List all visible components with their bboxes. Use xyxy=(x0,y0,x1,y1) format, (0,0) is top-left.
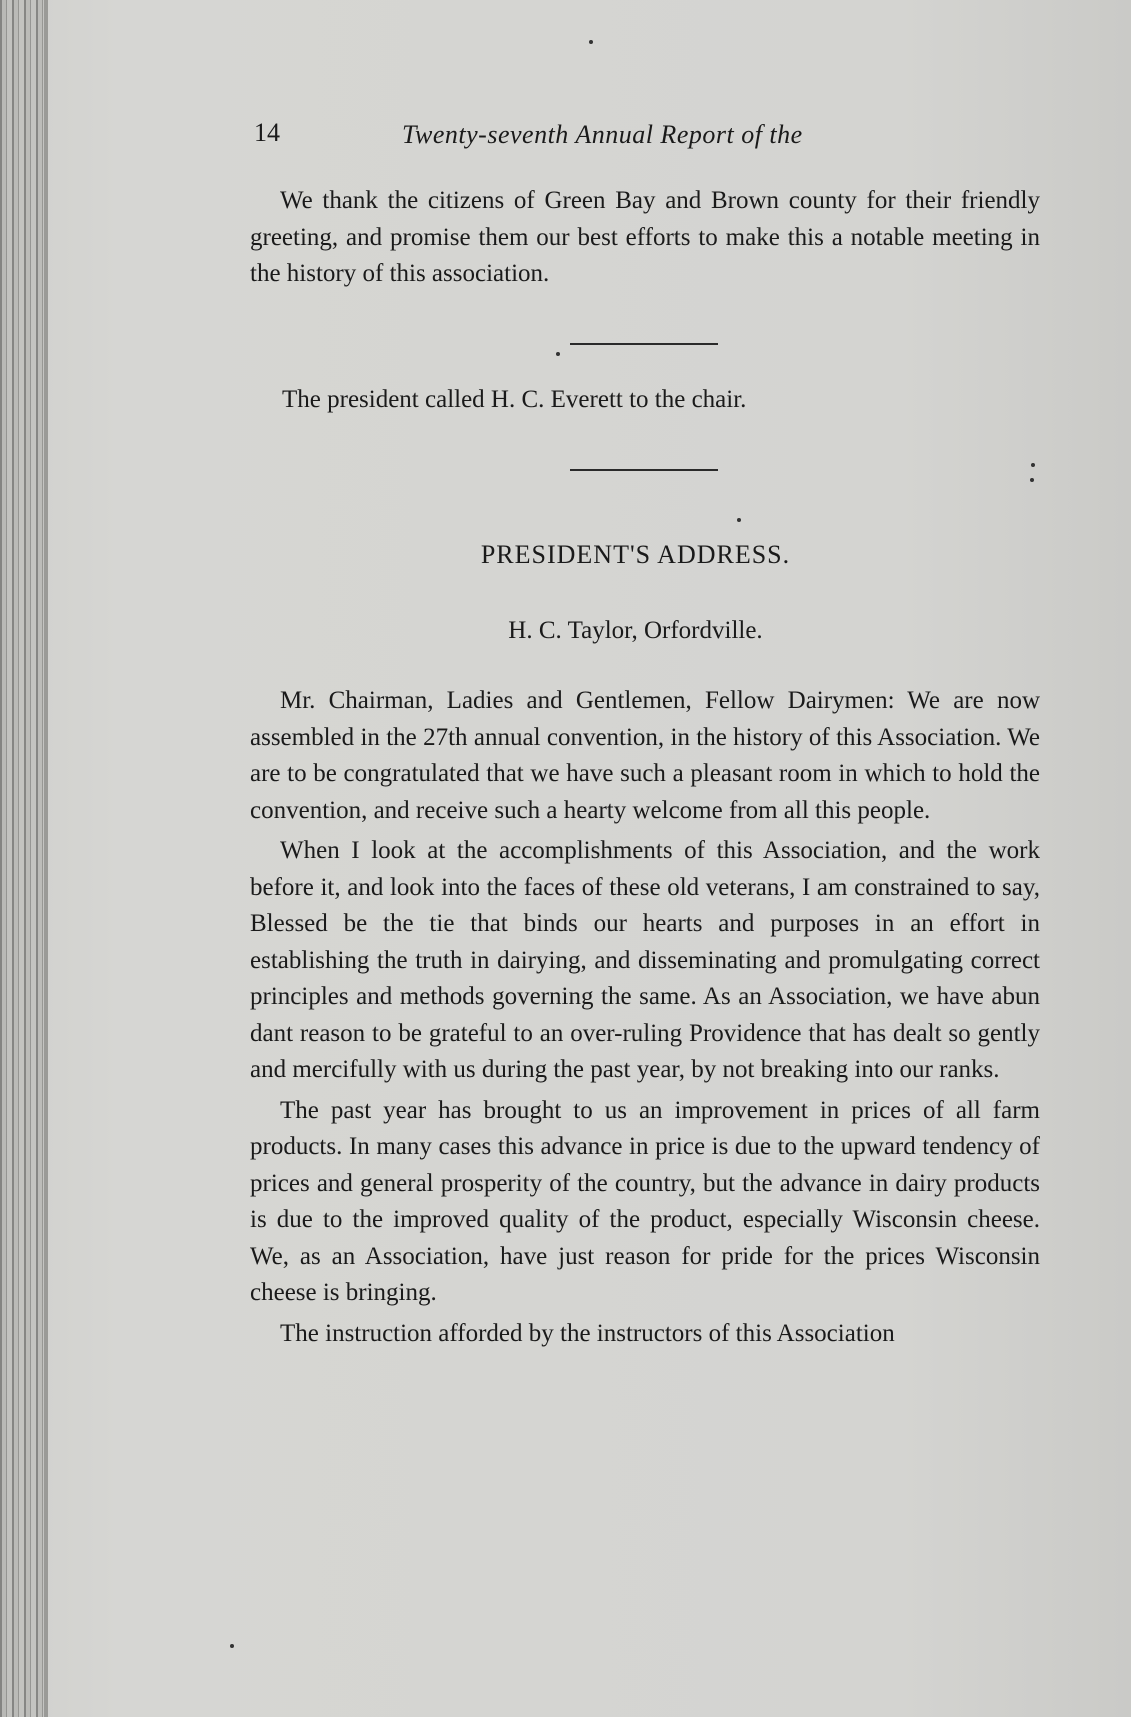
binding-edge xyxy=(44,0,48,1717)
body-paragraph: Mr. Chairman, Ladies and Gentlemen, Fellow Dairymen: We are now assembled in the 27th annual convention, in the history of this Association. We are to be congratulated that we have such a pleasant room in which to hold the convention, and receive such a hearty welcome from all this people. xyxy=(250,687,1040,824)
running-title: Twenty-seventh Annual Report of the xyxy=(402,120,803,149)
section-heading: PRESIDENT'S ADDRESS. xyxy=(480,540,791,569)
speck xyxy=(1031,463,1035,467)
speck xyxy=(230,1644,234,1648)
opening-paragraph: We thank the citizens of Green Bay and Brown county for their friendly greeting, and promise them our best efforts to make this a notable meeting in the history of this association. xyxy=(250,187,1040,287)
speck xyxy=(589,40,593,44)
opening-paragraph-block xyxy=(250,183,1040,293)
section-divider xyxy=(570,343,718,345)
body-paragraph: The past year has brought to us an improvement in prices of all farm products. In many cases this advance in price is due to the upward tendency of prices and general prosperity of the country, but the advance in dairy products is due to the improved quality of the product, especially Wisconsin cheese. We, as an Association, have just reason for pride for the prices Wisconsin cheese is bringing. xyxy=(250,1096,1040,1306)
page-number: 14 xyxy=(254,118,280,147)
body-paragraph: When I look at the accomplishments of this Association, and the work before it, and look into the faces of these old veterans, I am constrained to say, Blessed be the tie that binds our hearts and purposes in an effort in establishing the truth in dairying, and disseminating and promulgating correct principles and methods governing the same. As an Association, we have abun dant reason to be grateful to an over-ruling Providence that has dealt so gently and mercifully with us during the past year, by not breaking into our ranks. xyxy=(250,837,1040,1083)
chair-note: The president called H. C. Everett to the chair. xyxy=(282,386,747,413)
author-byline: H. C. Taylor, Orfordville. xyxy=(508,617,763,644)
speck xyxy=(1030,478,1034,482)
page-header xyxy=(250,118,950,158)
body-paragraph: The instruction afforded by the instructors of this Association xyxy=(280,1319,895,1347)
book-binding xyxy=(0,0,48,1717)
section-divider xyxy=(570,469,718,471)
address-body xyxy=(250,683,1040,1356)
speck xyxy=(556,352,560,356)
speck xyxy=(737,518,741,522)
